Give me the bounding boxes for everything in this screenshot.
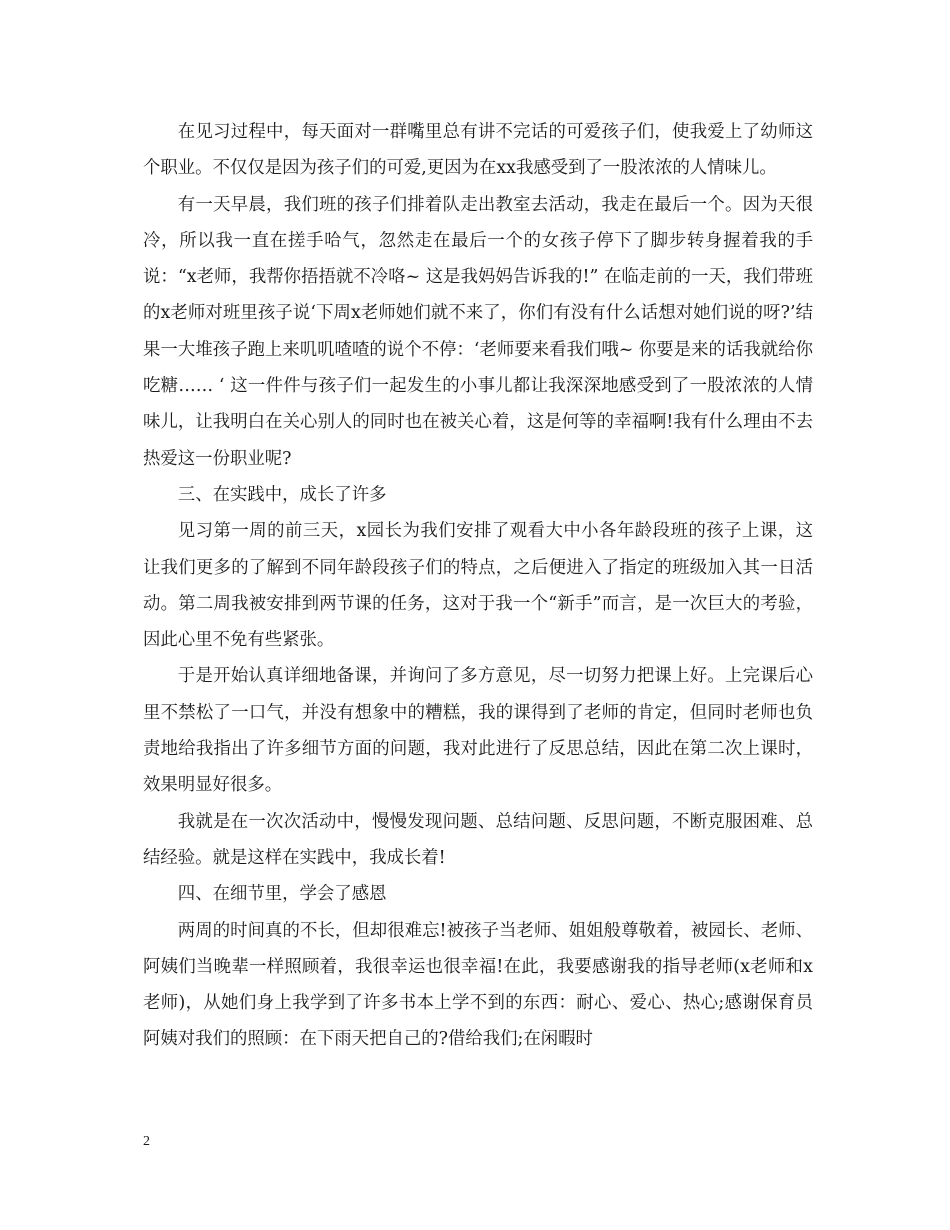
page-number: 2 — [143, 1134, 150, 1149]
paragraph: 见习第一周的前三天，x园长为我们安排了观看大中小各年龄段班的孩子上课，这让我们更多的了解到不同年龄段孩子们的特点，之后便进入了指定的班级加入其一日活动。第二周我被安排到两节课的任务，这对于我一个“新手”而言，是一次巨大的考验，因此心里不免有些紧张。 — [143, 521, 813, 651]
document-body — [143, 114, 813, 1058]
paragraph: 两周的时间真的不长，但却很难忘!被孩子当老师、姐姐般尊敬着，被园长、老师、阿姨们当晚辈一样照顾着，我很幸运也很幸福!在此，我要感谢我的指导老师(x老师和x老师)，从她们身上我学到了许多书本上学不到的东西：耐心、爱心、热心;感谢保育员阿姨对我们的照顾：在下雨天把自己的?借给我们;在闲暇时 — [143, 920, 813, 1050]
paragraph: 有一天早晨，我们班的孩子们排着队走出教室去活动，我走在最后一个。因为天很冷，所以我一直在搓手哈气，忽然走在最后一个的女孩子停下了脚步转身握着我的手说：“x老师，我帮你捂捂就不冷咯~ 这是我妈妈告诉我的!” 在临走前的一天，我们带班的x老师对班里孩子说‘下周x老师她们就不来了，你们有没有什么话想对她们说的呀?’结果一大堆孩子跑上来叽叽喳喳的说个不停：‘老师要来看我们哦~ 你要是来的话我就给你吃糖…… ‘ 这一件件与孩子们一起发生的小事儿都让我深深地感受到了一股浓浓的人情味儿，让我明白在关心别人的同时也在被关心着，这是何等的幸福啊!我有什么理由不去热爱这一份职业呢? — [143, 194, 813, 469]
paragraph: 于是开始认真详细地备课，并询问了多方意见，尽一切努力把课上好。上完课后心里不禁松了一口气，并没有想象中的糟糕，我的课得到了老师的肯定，但同时老师也负责地给我指出了许多细节方面的问题，我对此进行了反思总结，因此在第二次上课时，效果明显好很多。 — [143, 666, 813, 796]
paragraph: 我就是在一次次活动中，慢慢发现问题、总结问题、反思问题，不断克服困难、总结经验。就是这样在实践中，我成长着! — [143, 811, 813, 868]
paragraph: 在见习过程中，每天面对一群嘴里总有讲不完话的可爱孩子们，使我爱上了幼师这个职业。不仅仅是因为孩子们的可爱,更因为在xx我感受到了一股浓浓的人情味儿。 — [143, 122, 813, 179]
section-heading: 三、在实践中，成长了许多 — [177, 484, 387, 505]
section-heading: 四、在细节里，学会了感恩 — [177, 884, 387, 905]
